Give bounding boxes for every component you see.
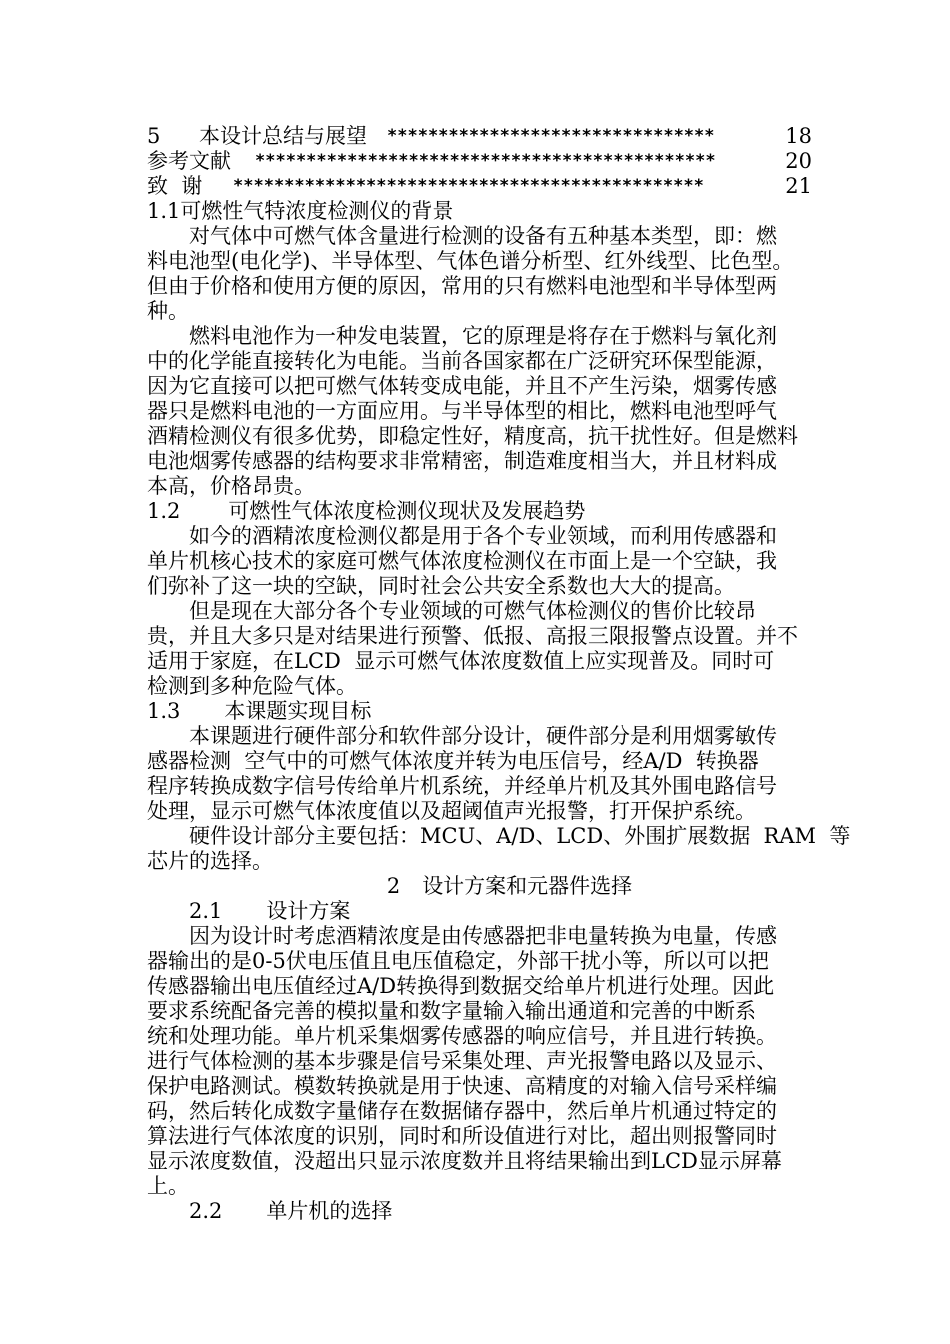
section-title: 单片机的选择 — [266, 1199, 393, 1223]
paragraph — [147, 824, 851, 874]
toc-leader: ********************************************* — [255, 151, 716, 171]
text-line: 上。 — [147, 1174, 189, 1198]
toc-page-number: 21 — [785, 174, 812, 198]
text-line: 中的化学能直接转化为电能。当前各国家都在广泛研究环保型能源， — [147, 349, 777, 373]
text-line: 如今的酒精浓度检测仪都是用于各个专业领域，而利用传感器和 — [189, 524, 777, 548]
text-line: 码，然后转化成数字量储存在数据储存器中，然后单片机通过特定的 — [147, 1099, 777, 1123]
text-line: 器输出的是0-5伏电压值且电压值稳定，外部干扰小等，所以可以把 — [147, 949, 769, 973]
section-number: 1.2 — [147, 499, 181, 523]
toc-leader: ******************************** — [387, 126, 715, 146]
toc-page-number: 18 — [785, 124, 812, 148]
toc-leader: ********************************************** — [233, 176, 704, 196]
text-line: 传感器输出电压值经过A/D转换得到数据交给单片机进行处理。因此 — [147, 974, 775, 998]
text-line: 单片机核心技术的家庭可燃气体浓度检测仪在市面上是一个空缺，我 — [147, 549, 777, 573]
toc-title: 致 谢 — [147, 174, 203, 198]
text-line: 适用于家庭，在LCD 显示可燃气体浓度数值上应实现普及。同时可 — [147, 649, 775, 673]
text-line: 显示浓度数值，没超出只显示浓度数并且将结果输出到LCD显示屏幕 — [147, 1149, 782, 1173]
text-line: 酒精检测仪有很多优势，即稳定性好，精度高，抗干扰性好。但是燃料 — [147, 424, 798, 448]
section-heading-2-1 — [147, 899, 812, 924]
section-heading-2-2 — [147, 1199, 812, 1224]
toc-page-number: 20 — [785, 149, 812, 173]
text-line: 程序转换成数字信号传给单片机系统，并经单片机及其外围电路信号 — [147, 774, 777, 798]
text-line: 对气体中可燃气体含量进行检测的设备有五种基本类型，即：燃 — [189, 224, 777, 248]
paragraph — [147, 524, 812, 599]
text-line: 电池烟雾传感器的结构要求非常精密，制造难度相当大，并且材料成 — [147, 449, 777, 473]
section-heading-1-3 — [147, 699, 812, 724]
toc-entry-references[interactable] — [147, 149, 812, 174]
text-line: 本高，价格昂贵。 — [147, 474, 315, 498]
text-line: 但是现在大部分各个专业领域的可燃气体检测仪的售价比较昂 — [189, 599, 756, 623]
text-line: 检测到多种危险气体。 — [147, 674, 357, 698]
text-line: 因为它直接可以把可燃气体转变成电能，并且不产生污染，烟雾传感 — [147, 374, 777, 398]
toc-entry-acknowledgements[interactable] — [147, 174, 812, 199]
paragraph — [147, 324, 812, 499]
section-title: 可燃性气体浓度检测仪现状及发展趋势 — [228, 499, 586, 523]
document-body — [147, 199, 851, 1224]
section-title: 设计方案 — [266, 899, 351, 923]
text-line: 算法进行气体浓度的识别，同时和所设值进行对比，超出则报警同时 — [147, 1124, 777, 1148]
text-line: 但由于价格和使用方便的原因，常用的只有燃料电池型和半导体型两 — [147, 274, 777, 298]
text-line: 要求系统配备完善的模拟量和数字量输入输出通道和完善的中断系 — [147, 999, 756, 1023]
section-number: 2.2 — [189, 1199, 223, 1223]
section-number: 2.1 — [189, 899, 223, 923]
text-line: 种。 — [147, 299, 189, 323]
section-heading-1-2 — [147, 499, 812, 524]
toc-title: 参考文献 — [147, 149, 231, 173]
paragraph — [147, 724, 812, 824]
toc-entry-5[interactable] — [147, 124, 812, 149]
text-line: 因为设计时考虑酒精浓度是由传感器把非电量转换为电量，传感 — [189, 924, 777, 948]
paragraph — [147, 599, 812, 699]
text-line: 们弥补了这一块的空缺，同时社会公共安全系数也大大的提高。 — [147, 574, 735, 598]
toc-title: 本设计总结与展望 — [199, 124, 367, 148]
table-of-contents — [147, 124, 812, 199]
paragraph — [147, 224, 812, 324]
text-line: 芯片的选择。 — [147, 849, 273, 873]
text-line: 保护电路测试。模数转换就是用于快速、高精度的对输入信号采样编 — [147, 1074, 777, 1098]
chapter-heading-2 — [147, 874, 812, 899]
text-line: 燃料电池作为一种发电装置，它的原理是将存在于燃料与氧化剂 — [189, 324, 777, 348]
text-line: 料电池型(电化学)、半导体型、气体色谱分析型、红外线型、比色型。 — [147, 249, 794, 273]
chapter-title: 设计方案和元器件选择 — [422, 874, 633, 898]
text-line: 本课题进行硬件部分和软件部分设计，硬件部分是利用烟雾敏传 — [189, 724, 777, 748]
chapter-number: 2 — [386, 874, 401, 898]
text-line: 统和处理功能。单片机采集烟雾传感器的响应信号，并且进行转换。 — [147, 1024, 777, 1048]
paragraph — [147, 924, 812, 1199]
section-heading-1-1: 1.1可燃性气特浓度检测仪的背景 — [147, 199, 454, 223]
text-line: 处理，显示可燃气体浓度值以及超阈值声光报警，打开保护系统。 — [147, 799, 756, 823]
text-line: 硬件设计部分主要包括：MCU、A/D、LCD、外围扩展数据 RAM 等 — [189, 824, 851, 848]
text-line: 器只是燃料电池的一方面应用。与半导体型的相比，燃料电池型呼气 — [147, 399, 777, 423]
text-line: 进行气体检测的基本步骤是信号采集处理、声光报警电路以及显示、 — [147, 1049, 777, 1073]
text-line: 感器检测 空气中的可燃气体浓度并转为电压信号，经A/D 转换器 — [147, 749, 759, 773]
toc-number: 5 — [147, 124, 161, 148]
section-number: 1.3 — [147, 699, 181, 723]
section-title: 本课题实现目标 — [224, 699, 372, 723]
text-line: 贵，并且大多只是对结果进行预警、低报、高报三限报警点设置。并不 — [147, 624, 798, 648]
